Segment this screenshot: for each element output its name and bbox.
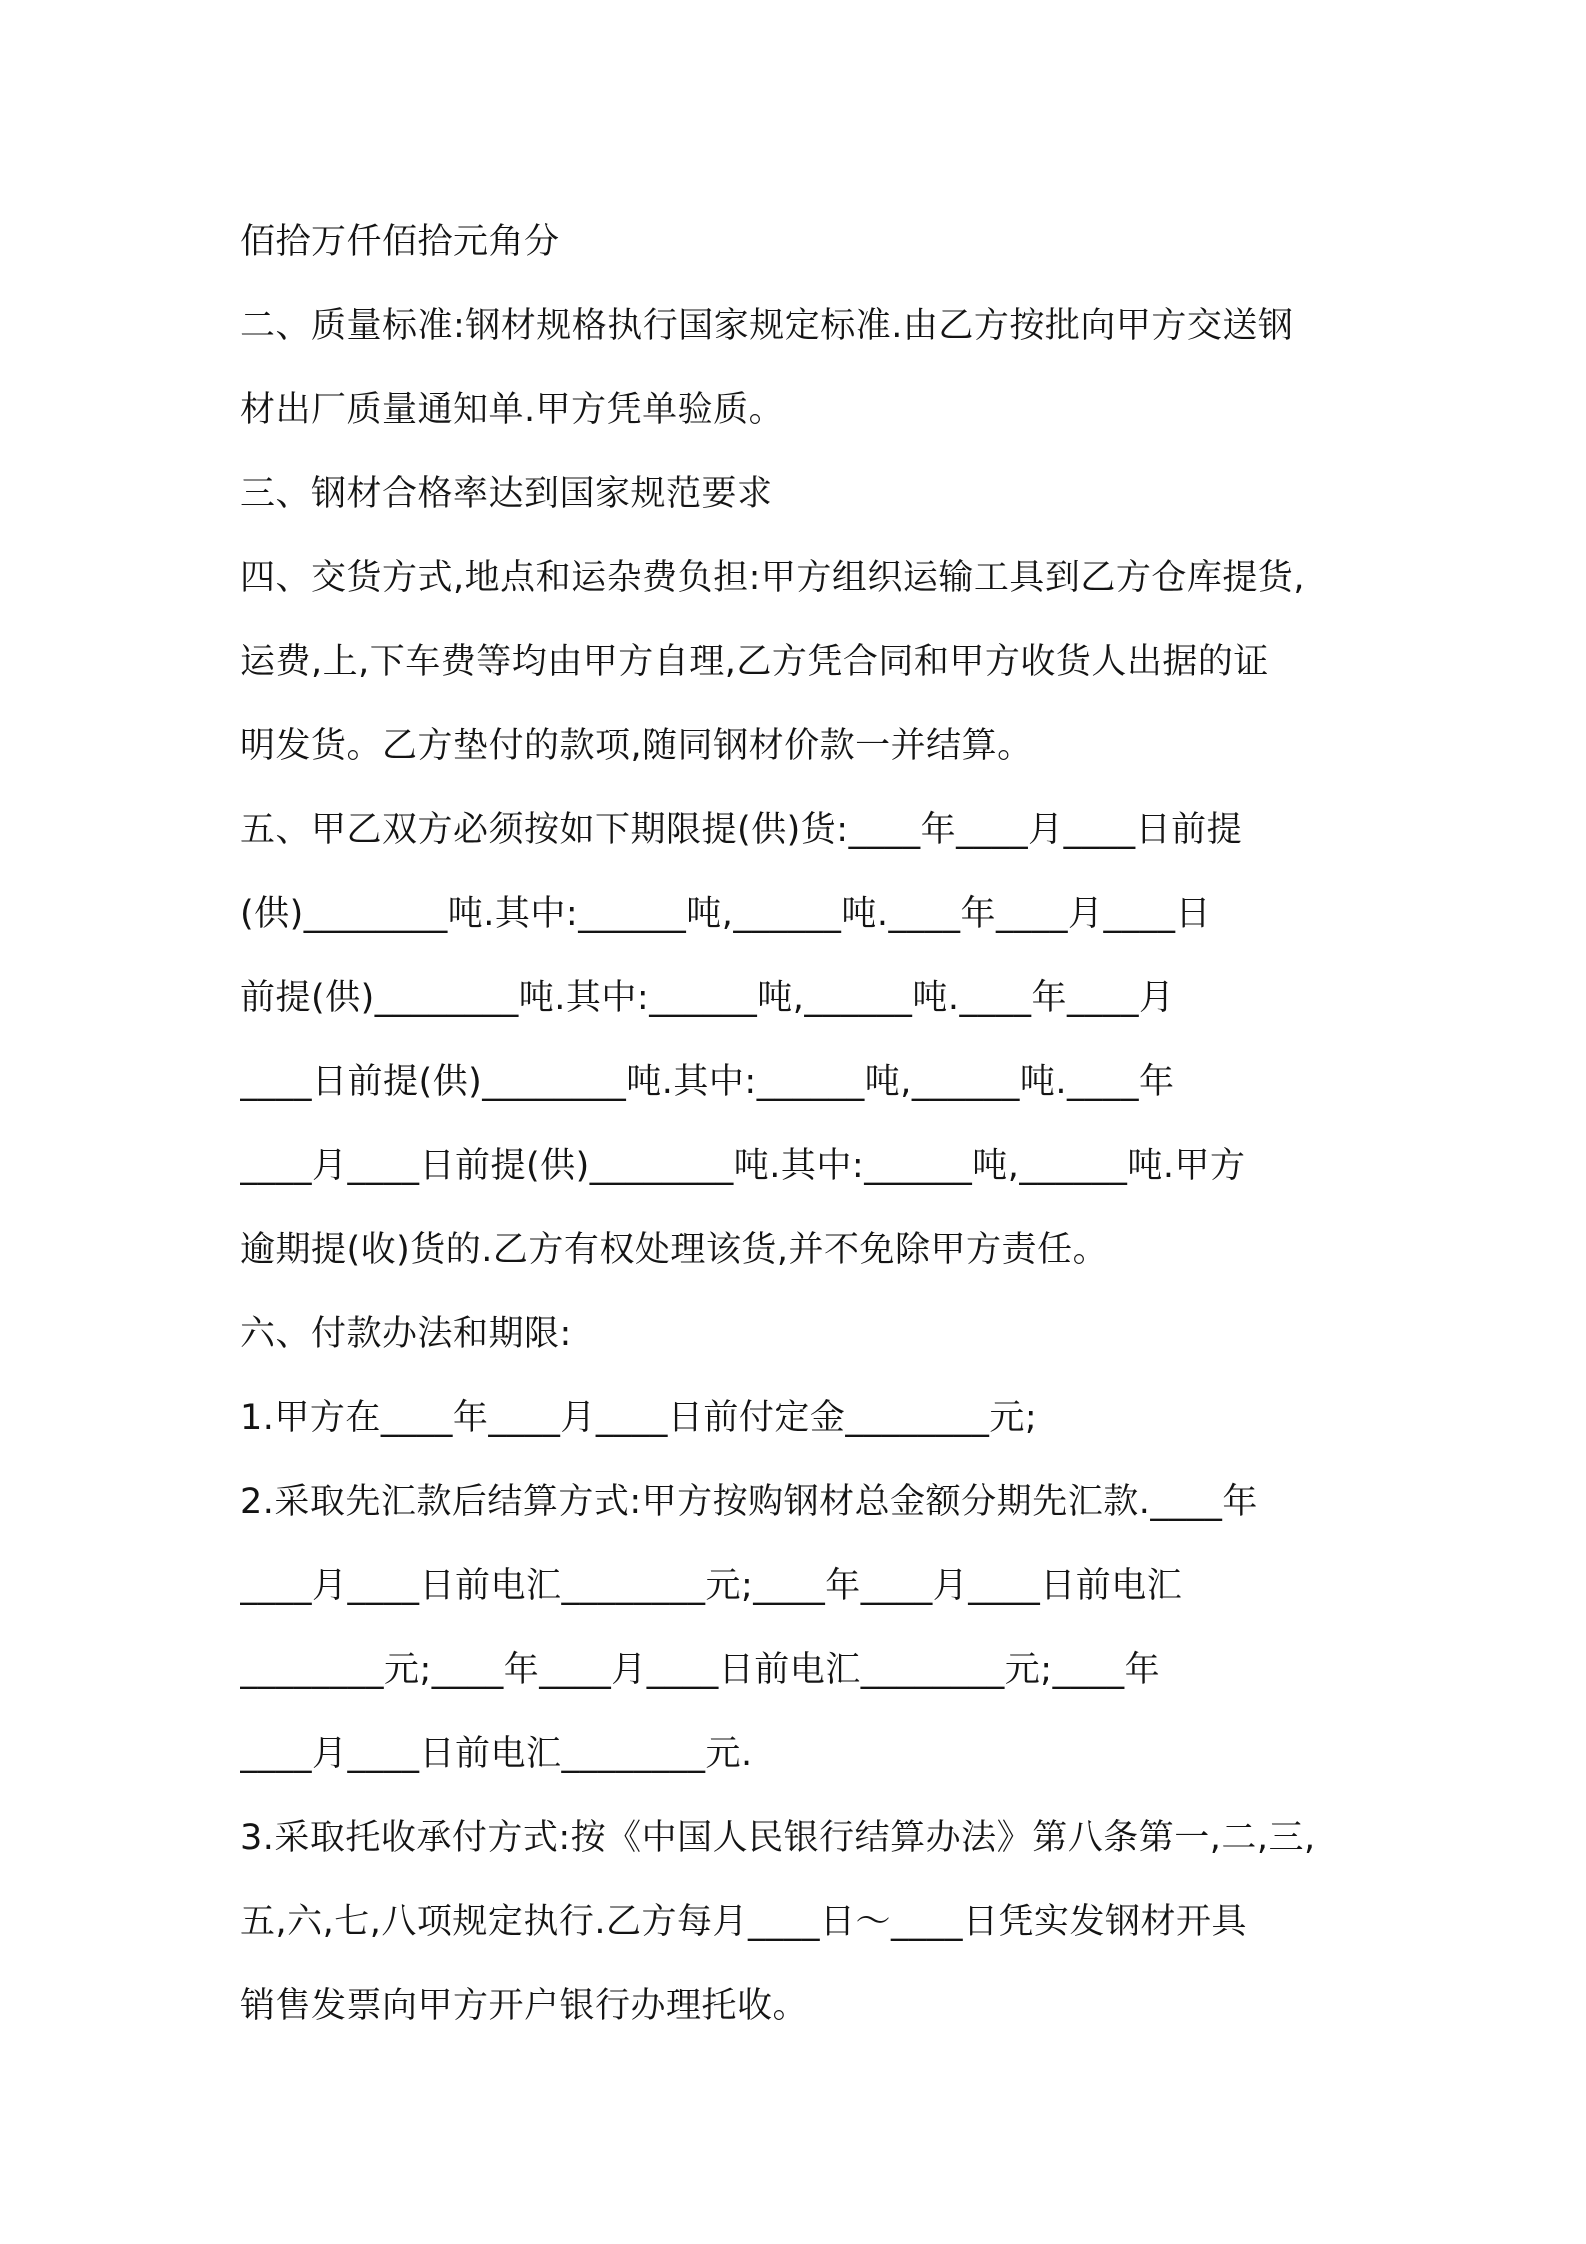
text-line: 六、付款办法和期限: bbox=[240, 1314, 572, 1354]
text-line: 三、钢材合格率达到国家规范要求 bbox=[240, 474, 773, 514]
text-line: 明发货。乙方垫付的款项,随同钢材价款一并结算。 bbox=[240, 726, 1033, 766]
text-line: (供)________吨.其中:______吨,______吨.____年____月____日 bbox=[240, 894, 1211, 934]
text-line: 佰拾万仟佰拾元角分 bbox=[240, 222, 560, 262]
text-line: 3.采取托收承付方式:按《中国人民银行结算办法》第八条第一,二,三, bbox=[240, 1818, 1316, 1858]
contract-text bbox=[240, 200, 1360, 2048]
text-line: ____日前提(供)________吨.其中:______吨,______吨.____年 bbox=[240, 1062, 1175, 1102]
text-line: ________元;____年____月____日前电汇________元;____年 bbox=[240, 1650, 1161, 1690]
text-line: 材出厂质量通知单.甲方凭单验质。 bbox=[240, 390, 785, 430]
text-line: 2.采取先汇款后结算方式:甲方按购钢材总金额分期先汇款.____年 bbox=[240, 1482, 1258, 1522]
text-line: 运费,上,下车费等均由甲方自理,乙方凭合同和甲方收货人出据的证 bbox=[240, 642, 1269, 682]
text-line: ____月____日前提(供)________吨.其中:______吨,______吨.甲方 bbox=[240, 1146, 1246, 1186]
text-line: 1.甲方在____年____月____日前付定金________元; bbox=[240, 1398, 1038, 1438]
text-line: 五,六,七,八项规定执行.乙方每月____日～____日凭实发钢材开具 bbox=[240, 1902, 1248, 1942]
text-line: 逾期提(收)货的.乙方有权处理该货,并不免除甲方责任。 bbox=[240, 1230, 1109, 1270]
text-line: 五、甲乙双方必须按如下期限提(供)货:____年____月____日前提 bbox=[240, 810, 1243, 850]
text-line: 前提(供)________吨.其中:______吨,______吨.____年____月 bbox=[240, 978, 1175, 1018]
text-line: ____月____日前电汇________元;____年____月____日前电汇 bbox=[240, 1566, 1183, 1606]
text-line: ____月____日前电汇________元. bbox=[240, 1734, 753, 1774]
text-line: 二、质量标准:钢材规格执行国家规定标准.由乙方按批向甲方交送钢 bbox=[240, 306, 1294, 346]
text-line: 销售发票向甲方开户银行办理托收。 bbox=[240, 1986, 809, 2026]
text-line: 四、交货方式,地点和运杂费负担:甲方组织运输工具到乙方仓库提货, bbox=[240, 558, 1306, 598]
